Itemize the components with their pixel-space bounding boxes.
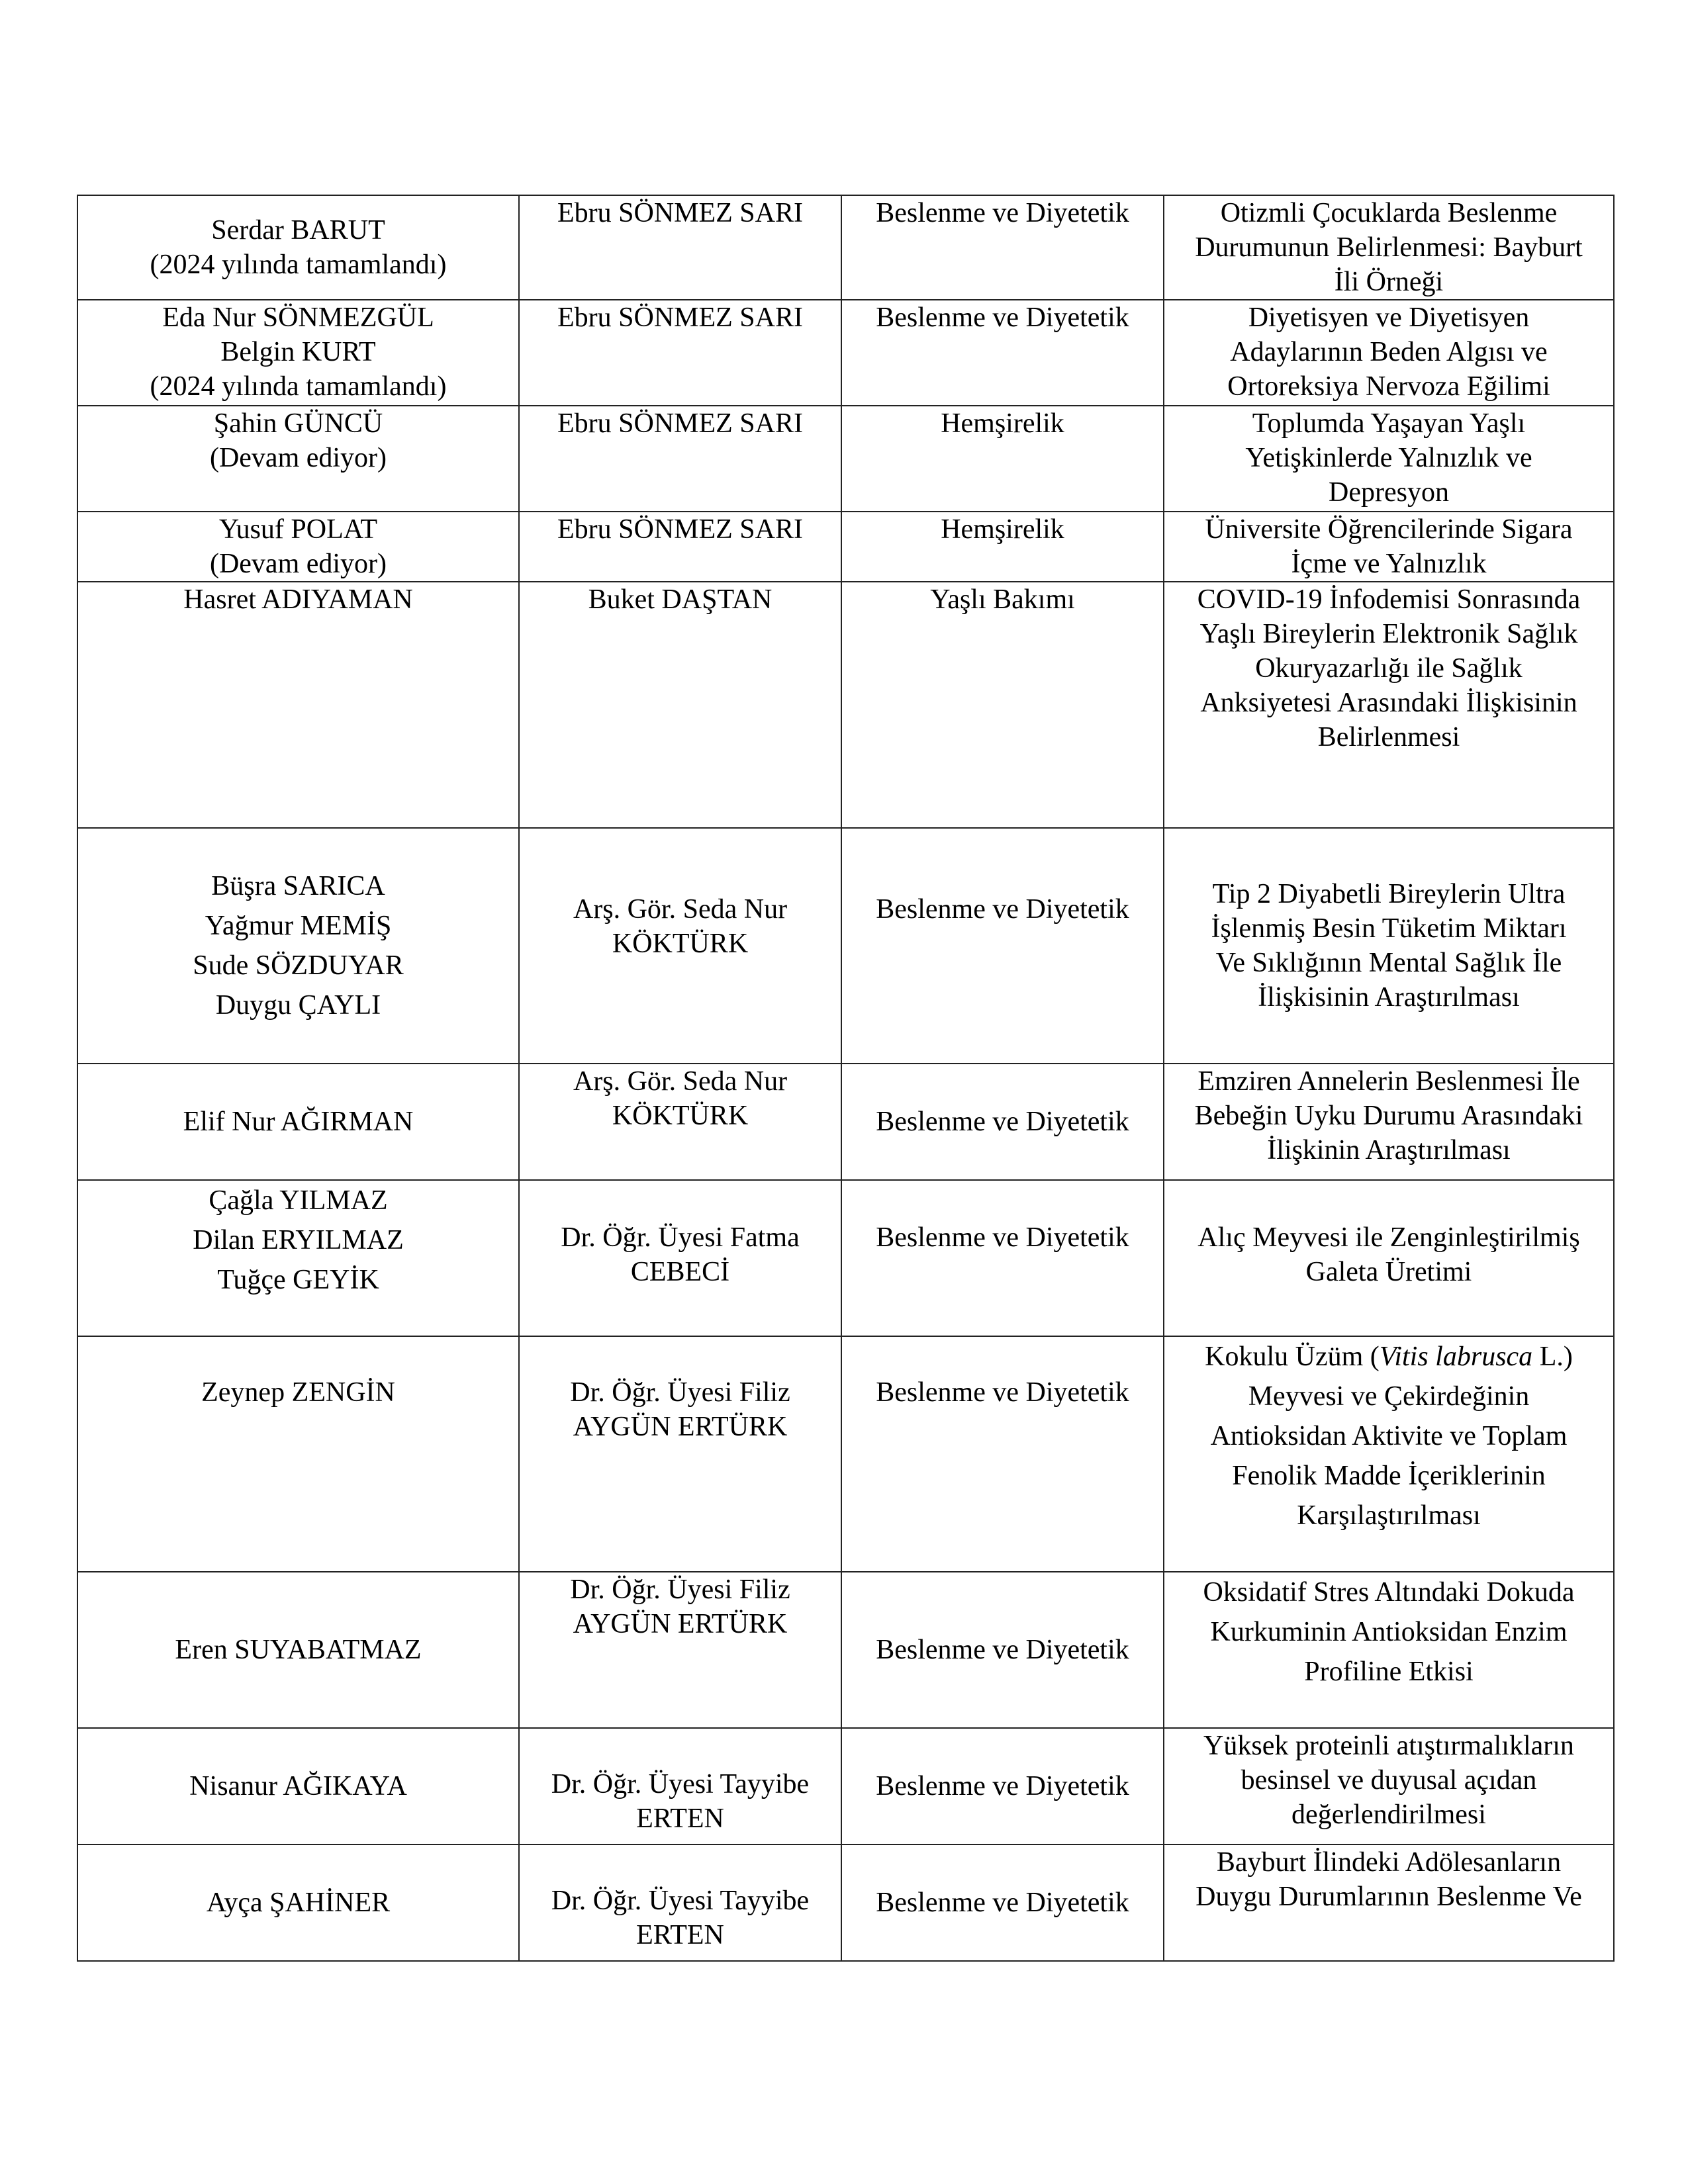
advisor-cell [519,195,841,300]
title-line: Otizmli Çocuklarda Beslenme [1220,198,1558,228]
advisor-cell [519,512,841,582]
student-name: Eda Nur SÖNMEZGÜL [162,302,434,333]
department-name: Beslenme ve Diyetetik [876,1635,1129,1665]
title-line: Antioksidan Aktivite ve Toplam [1210,1421,1568,1451]
title-line: COVID-19 İnfodemisi Sonrasında [1197,584,1581,615]
table-row [77,300,1614,406]
student-name: Büşra SARICA [211,871,385,901]
student-name: Serdar BARUT [211,215,385,246]
advisor-cell [519,1572,841,1728]
advisor-name: KÖKTÜRK [612,929,749,959]
advisor-cell [519,1064,841,1180]
title-line: Meyvesi ve Çekirdeğinin [1248,1381,1530,1412]
table-row [77,1180,1614,1336]
title-cell [1164,1336,1614,1572]
advisor-name: Ebru SÖNMEZ SARI [557,198,803,228]
title-line: İlişkisinin Araştırılması [1258,982,1520,1013]
title-text: L.) [1532,1342,1573,1372]
advisor-name: Ebru SÖNMEZ SARI [557,302,803,333]
title-cell [1164,300,1614,406]
student-name: Yağmur MEMİŞ [205,911,392,941]
title-line: Okuryazarlığı ile Sağlık [1255,653,1523,684]
table-row [77,406,1614,512]
department-name: Beslenme ve Diyetetik [876,1888,1129,1918]
department-name: Beslenme ve Diyetetik [876,302,1129,333]
title-cell [1164,1728,1614,1844]
advisor-name: Ebru SÖNMEZ SARI [557,514,803,545]
students-cell [77,1336,519,1572]
table-row [77,1336,1614,1572]
title-line: Belirlenmesi [1317,722,1460,752]
department-name: Beslenme ve Diyetetik [876,1377,1129,1408]
table-row [77,1572,1614,1728]
advisor-name: Ebru SÖNMEZ SARI [557,408,803,439]
advisor-cell [519,406,841,512]
title-line: Toplumda Yaşayan Yaşlı [1252,408,1526,439]
title-line: İli Örneği [1334,267,1444,297]
students-cell [77,1728,519,1844]
students-cell [77,406,519,512]
title-line: Üniversite Öğrencilerinde Sigara [1205,514,1573,545]
student-status: (Devam ediyor) [209,443,387,473]
department-cell [841,512,1164,582]
title-line [1172,1337,1605,1377]
advisor-cell [519,1728,841,1844]
title-line: Kurkuminin Antioksidan Enzim [1210,1617,1568,1647]
advisor-name: Buket DAŞTAN [588,584,773,615]
advisor-name: Dr. Öğr. Üyesi Filiz [570,1574,790,1605]
title-line: Oksidatif Stres Altındaki Dokuda [1203,1577,1575,1608]
department-name: Beslenme ve Diyetetik [876,894,1129,925]
student-name: Zeynep ZENGİN [201,1377,395,1408]
title-cell [1164,582,1614,828]
title-line: Anksiyetesi Arasındaki İlişkisinin [1200,688,1577,718]
student-name: Ayça ŞAHİNER [206,1888,391,1918]
student-name: Çağla YILMAZ [209,1185,388,1216]
table-row [77,828,1614,1064]
advisor-cell [519,828,841,1064]
student-status: (2024 yılında tamamlandı) [150,250,447,280]
student-name: Tuğçe GEYİK [217,1265,379,1295]
students-cell [77,1572,519,1728]
title-line: Tip 2 Diyabetli Bireylerin Ultra [1212,879,1566,909]
department-name: Hemşirelik [941,408,1064,439]
students-cell [77,582,519,828]
title-line: İlişkinin Araştırılması [1267,1135,1511,1165]
title-text: Kokulu Üzüm ( [1205,1342,1380,1372]
title-species-italic: Vitis labrusca [1379,1342,1533,1372]
title-line: Durumunun Belirlenmesi: Bayburt [1195,232,1583,263]
title-cell [1164,828,1614,1064]
department-cell [841,828,1164,1064]
title-line: Diyetisyen ve Diyetisyen [1248,302,1530,333]
title-line: Duygu Durumlarının Beslenme Ve [1196,1882,1582,1912]
student-name: Eren SUYABATMAZ [175,1635,422,1665]
student-status: (Devam ediyor) [209,549,387,579]
department-cell [841,1844,1164,1961]
title-line: Galeta Üretimi [1305,1257,1472,1287]
students-cell [77,300,519,406]
student-status: (2024 yılında tamamlandı) [150,371,447,402]
student-name: Dilan ERYILMAZ [193,1225,404,1255]
title-line: Karşılaştırılması [1297,1500,1481,1531]
department-cell [841,406,1164,512]
students-cell [77,1180,519,1336]
title-line: Yetişkinlerde Yalnızlık ve [1245,443,1532,473]
advisor-name: Dr. Öğr. Üyesi Tayyibe [551,1886,810,1916]
department-name: Beslenme ve Diyetetik [876,1222,1129,1253]
advisor-name: KÖKTÜRK [612,1101,749,1131]
title-line: İşlenmiş Besin Tüketim Miktarı [1211,913,1567,944]
department-name: Hemşirelik [941,514,1064,545]
student-name: Şahin GÜNCÜ [213,408,383,439]
title-cell [1164,406,1614,512]
students-cell [77,1064,519,1180]
advisor-name: CEBECİ [630,1257,730,1287]
department-cell [841,195,1164,300]
title-line: Ortoreksiya Nervoza Eğilimi [1227,371,1550,402]
department-cell [841,1064,1164,1180]
student-name: Elif Nur AĞIRMAN [183,1107,414,1137]
student-name: Duygu ÇAYLI [215,990,381,1021]
title-cell [1164,1064,1614,1180]
department-name: Beslenme ve Diyetetik [876,198,1129,228]
advisor-name: ERTEN [636,1803,724,1834]
advisor-name: ERTEN [636,1920,724,1950]
title-line: İçme ve Yalnızlık [1291,549,1487,579]
advisor-name: Dr. Öğr. Üyesi Tayyibe [551,1769,810,1799]
title-line: Depresyon [1329,477,1449,508]
advisor-name: Dr. Öğr. Üyesi Filiz [570,1377,790,1408]
title-line: Ve Sıklığının Mental Sağlık İle [1215,948,1562,978]
department-name: Beslenme ve Diyetetik [876,1771,1129,1801]
department-cell [841,1180,1164,1336]
table-row [77,195,1614,300]
advisor-name: Arş. Gör. Seda Nur [573,1066,788,1097]
advisor-cell [519,1844,841,1961]
table-row [77,1728,1614,1844]
advisor-name: AYGÜN ERTÜRK [573,1609,788,1639]
department-cell [841,1336,1164,1572]
title-line: Emziren Annelerin Beslenmesi İle [1197,1066,1580,1097]
department-cell [841,1728,1164,1844]
title-line: Fenolik Madde İçeriklerinin [1232,1461,1546,1491]
title-cell [1164,1572,1614,1728]
advisor-cell [519,1336,841,1572]
title-cell [1164,512,1614,582]
title-line: Bebeğin Uyku Durumu Arasındaki [1194,1101,1583,1131]
title-line: Yaşlı Bireylerin Elektronik Sağlık [1199,619,1578,649]
title-line: Bayburt İlindeki Adölesanların [1216,1847,1562,1878]
title-cell [1164,1180,1614,1336]
table-row [77,1844,1614,1961]
title-line: Yüksek proteinli atıştırmalıkların [1203,1731,1574,1761]
students-cell [77,195,519,300]
students-cell [77,828,519,1064]
title-line: Adaylarının Beden Algısı ve [1230,337,1548,367]
title-line: Profiline Etkisi [1304,1657,1474,1687]
thesis-table [77,195,1615,1962]
student-name: Hasret ADIYAMAN [183,584,413,615]
advisor-name: Dr. Öğr. Üyesi Fatma [561,1222,800,1253]
department-cell [841,582,1164,828]
table-row [77,512,1614,582]
students-cell [77,1844,519,1961]
department-name: Yaşlı Bakımı [930,584,1075,615]
department-cell [841,1572,1164,1728]
student-name: Yusuf POLAT [218,514,378,545]
advisor-name: AYGÜN ERTÜRK [573,1412,788,1442]
student-name: Belgin KURT [220,337,376,367]
title-line: besinsel ve duyusal açıdan [1241,1765,1537,1796]
title-cell [1164,1844,1614,1961]
students-cell [77,512,519,582]
title-cell [1164,195,1614,300]
department-cell [841,300,1164,406]
title-line: Alıç Meyvesi ile Zenginleştirilmiş [1197,1222,1580,1253]
title-line: değerlendirilmesi [1291,1799,1486,1830]
advisor-cell [519,582,841,828]
advisor-cell [519,1180,841,1336]
advisor-name: Arş. Gör. Seda Nur [573,894,788,925]
table-row [77,582,1614,828]
student-name: Sude SÖZDUYAR [193,950,404,981]
department-name: Beslenme ve Diyetetik [876,1107,1129,1137]
student-name: Nisanur AĞIKAYA [189,1771,407,1801]
table-row [77,1064,1614,1180]
advisor-cell [519,300,841,406]
